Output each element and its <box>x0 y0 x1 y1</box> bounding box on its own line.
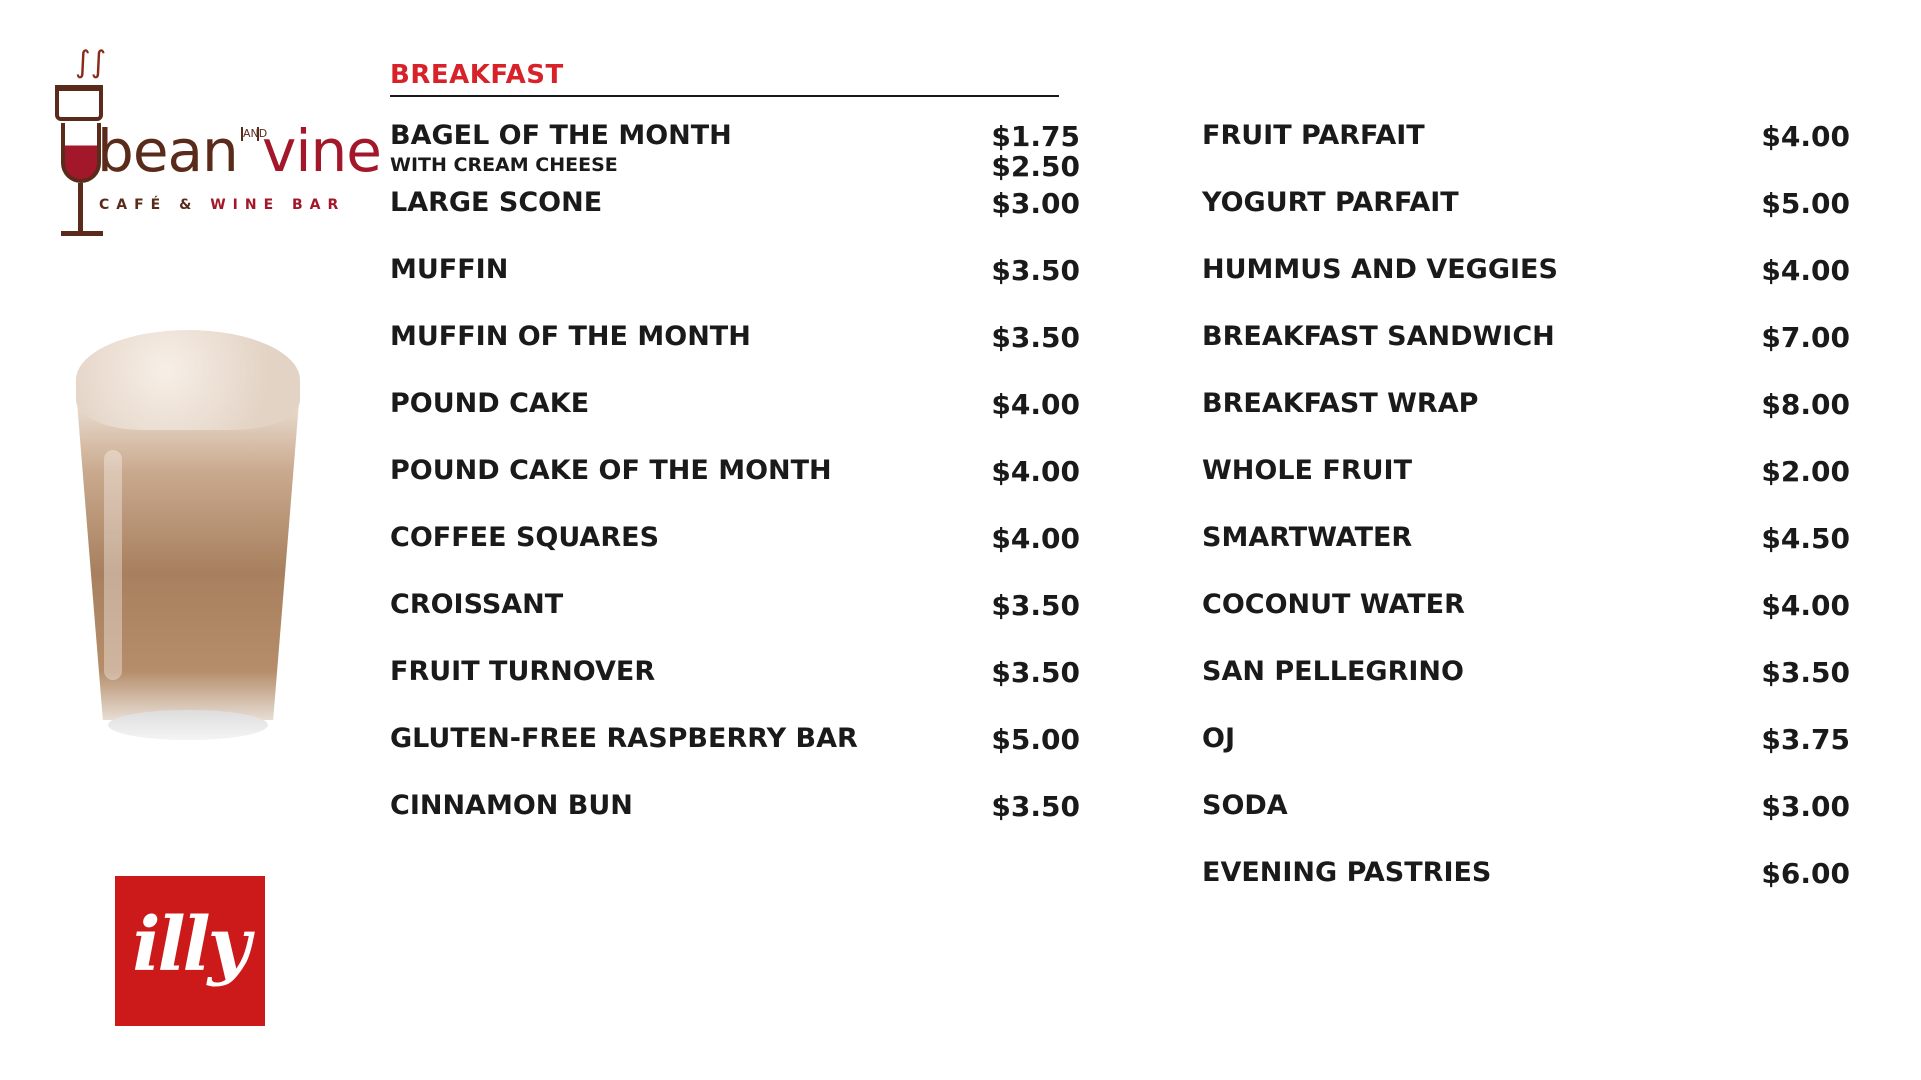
menu-item <box>1202 321 1850 388</box>
menu-item <box>1202 589 1850 656</box>
item-name: BREAKFAST SANDWICH <box>1202 321 1555 352</box>
item-name: HUMMUS AND VEGGIES <box>1202 254 1558 285</box>
menu-column-left <box>390 120 1080 857</box>
menu-item <box>390 187 1080 254</box>
menu-item <box>390 455 1080 522</box>
menu-item <box>390 723 1080 790</box>
item-price: $1.75 <box>991 120 1080 153</box>
bean-and-vine-logo <box>55 45 381 215</box>
section-title: BREAKFAST <box>390 60 564 90</box>
item-price: $4.00 <box>1761 254 1850 287</box>
iced-coffee-image <box>68 330 308 750</box>
menu-item <box>1202 187 1850 254</box>
logo-tagline: CAFÉ & WINE BAR <box>99 197 346 213</box>
item-price: $3.75 <box>1761 723 1850 756</box>
item-price: $3.50 <box>991 321 1080 354</box>
menu-item <box>390 388 1080 455</box>
item-name: CROISSANT <box>390 589 564 620</box>
logo-word-vine: vine <box>262 117 381 185</box>
item-price: $5.00 <box>1761 187 1850 220</box>
steam-icon: ∫∫ <box>75 45 107 80</box>
logo-word-bean: bean <box>97 117 238 185</box>
item-subprice: $2.50 <box>991 150 1080 183</box>
item-price: $4.00 <box>991 522 1080 555</box>
item-name: LARGE SCONE <box>390 187 603 218</box>
item-price: $4.50 <box>1761 522 1850 555</box>
menu-item <box>1202 723 1850 790</box>
item-name: MUFFIN OF THE MONTH <box>390 321 751 352</box>
item-name: BREAKFAST WRAP <box>1202 388 1479 419</box>
menu-item <box>390 790 1080 857</box>
item-price: $4.00 <box>991 388 1080 421</box>
item-name: SODA <box>1202 790 1288 821</box>
item-price: $4.00 <box>1761 589 1850 622</box>
item-price: $5.00 <box>991 723 1080 756</box>
glass-base <box>108 710 268 740</box>
item-name: OJ <box>1202 723 1235 754</box>
item-name: WHOLE FRUIT <box>1202 455 1413 486</box>
menu-item <box>1202 857 1850 924</box>
item-price: $2.00 <box>1761 455 1850 488</box>
heading-divider <box>390 95 1059 97</box>
menu-item <box>1202 254 1850 321</box>
item-price: $3.50 <box>991 589 1080 622</box>
coffee-cup-icon <box>55 85 103 121</box>
item-name: BAGEL OF THE MONTH <box>390 120 732 151</box>
item-name: POUND CAKE OF THE MONTH <box>390 455 832 486</box>
item-name: MUFFIN <box>390 254 509 285</box>
wine-glass-stem <box>78 183 83 235</box>
item-name: CINNAMON BUN <box>390 790 633 821</box>
item-name: FRUIT PARFAIT <box>1202 120 1425 151</box>
item-price: $7.00 <box>1761 321 1850 354</box>
menu-item <box>1202 790 1850 857</box>
wine-glass-icon <box>61 123 101 183</box>
item-price: $3.00 <box>991 187 1080 220</box>
menu-item <box>390 321 1080 388</box>
item-price: $6.00 <box>1761 857 1850 890</box>
menu-item <box>390 656 1080 723</box>
menu-item <box>1202 388 1850 455</box>
item-name: FRUIT TURNOVER <box>390 656 656 687</box>
menu-item <box>1202 656 1850 723</box>
menu-item <box>390 254 1080 321</box>
item-price: $4.00 <box>1761 120 1850 153</box>
item-price: $3.50 <box>991 656 1080 689</box>
item-name: EVENING PASTRIES <box>1202 857 1492 888</box>
item-price: $8.00 <box>1761 388 1850 421</box>
item-price: $3.50 <box>991 254 1080 287</box>
illy-logo <box>115 876 265 1026</box>
menu-item <box>390 522 1080 589</box>
menu-item <box>1202 522 1850 589</box>
item-name: GLUTEN-FREE RASPBERRY BAR <box>390 723 858 754</box>
item-name: SAN PELLEGRINO <box>1202 656 1464 687</box>
item-name: COCONUT WATER <box>1202 589 1465 620</box>
item-name: YOGURT PARFAIT <box>1202 187 1459 218</box>
menu-column-right <box>1202 120 1850 924</box>
glass-shine <box>104 450 122 680</box>
menu-item <box>390 120 1080 187</box>
item-price: $3.00 <box>1761 790 1850 823</box>
menu-item <box>1202 455 1850 522</box>
item-price: $4.00 <box>991 455 1080 488</box>
item-subline: WITH CREAM CHEESE <box>390 154 618 176</box>
whipped-cream <box>76 330 300 430</box>
menu-item <box>1202 120 1850 187</box>
item-price: $3.50 <box>991 790 1080 823</box>
item-name: POUND CAKE <box>390 388 590 419</box>
menu-item <box>390 589 1080 656</box>
item-name: SMARTWATER <box>1202 522 1413 553</box>
illy-logo-text: illy <box>132 902 248 988</box>
wine-glass-foot <box>61 231 103 236</box>
item-price: $3.50 <box>1761 656 1850 689</box>
item-name: COFFEE SQUARES <box>390 522 660 553</box>
logo-word-and: AND <box>243 127 268 140</box>
